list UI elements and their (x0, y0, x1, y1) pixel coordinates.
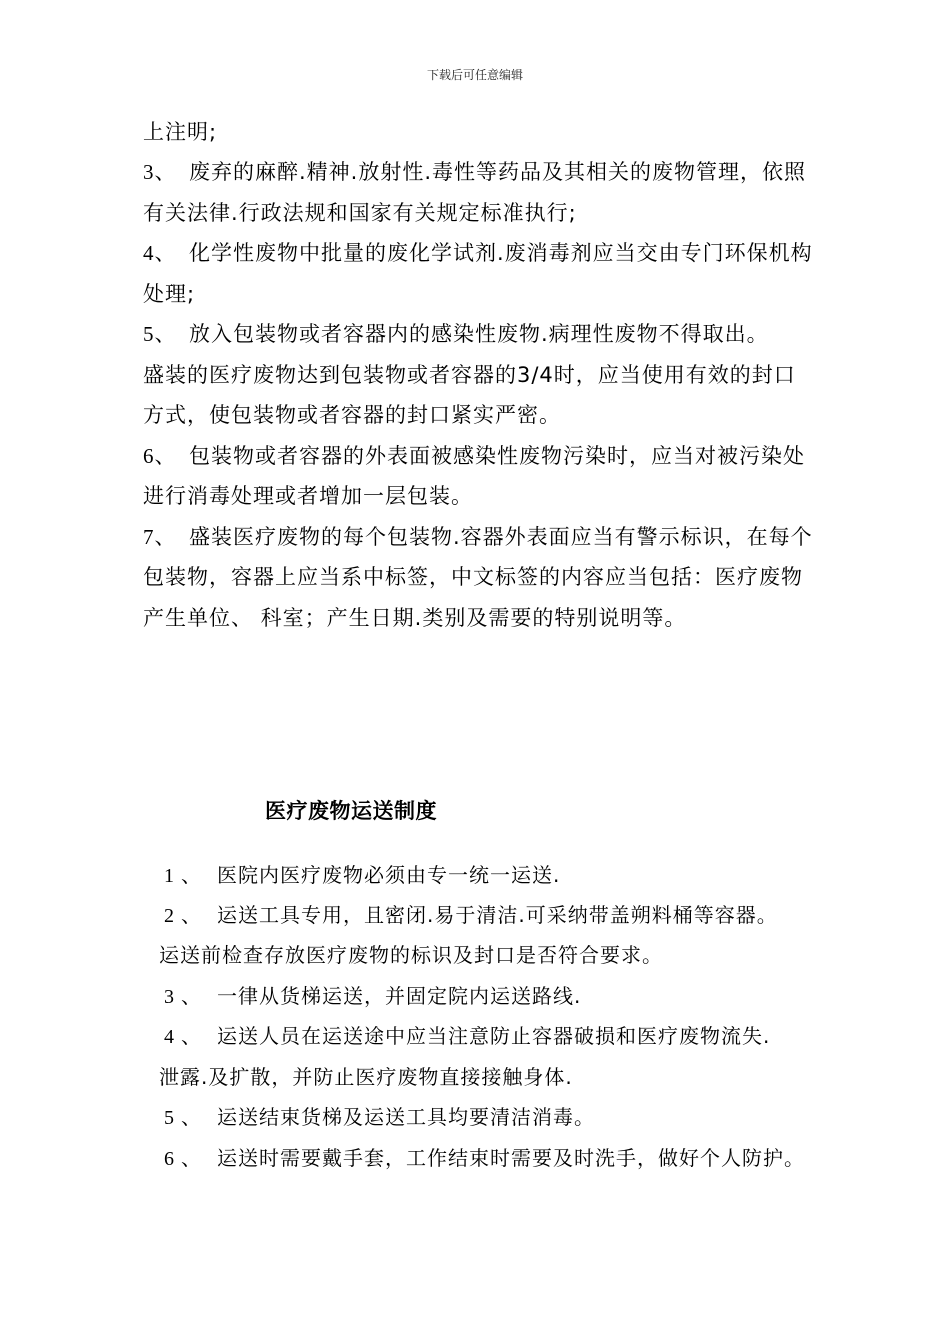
section-title: 医疗废物运送制度 (265, 799, 437, 823)
list-item (164, 1144, 805, 1173)
paragraph-line (143, 118, 217, 146)
paragraph-line (159, 1063, 573, 1091)
line-text: 盛装医疗废物的每个包装物.容器外表面应当有警示标识，在每个 (189, 525, 813, 549)
line-text: 上注明; (143, 120, 218, 144)
line-text: 运送前检查存放医疗废物的标识及封口是否符合要求。 (159, 943, 663, 967)
paragraph-line (143, 199, 577, 227)
list-item (164, 982, 581, 1011)
item-number: 6 、 (164, 1148, 202, 1170)
paragraph-line (143, 280, 195, 308)
item-number: 4 、 (164, 1026, 202, 1048)
line-text: 方式，使包装物或者容器的封口紧实严密。 (143, 403, 561, 427)
paragraph-line (143, 482, 473, 510)
item-number: 4、 (143, 241, 177, 265)
paragraph-line (143, 361, 796, 389)
list-item (164, 901, 778, 930)
line-text: 包装物或者容器的外表面被感染性废物污染时，应当对被污染处 (189, 444, 805, 468)
line-text: 有关法律.行政法规和国家有关规定标准执行; (143, 201, 577, 225)
line-text: 运送结束货梯及运送工具均要清洁消毒。 (217, 1105, 595, 1129)
item-number: 2 、 (164, 905, 202, 927)
paragraph-line (143, 401, 561, 429)
list-item (164, 861, 560, 890)
line-text: 化学性废物中批量的废化学试剂.废消毒剂应当交由专门环保机构 (189, 241, 813, 265)
line-text: 进行消毒处理或者增加一层包装。 (143, 484, 473, 508)
item-number: 5、 (143, 322, 177, 346)
paragraph-line (143, 604, 686, 632)
list-item (143, 158, 806, 186)
item-number: 3、 (143, 160, 177, 184)
paragraph-line (159, 941, 663, 969)
item-number: 5 、 (164, 1107, 202, 1129)
header-note: 下载后可任意编辑 (426, 68, 523, 82)
item-number: 7、 (143, 525, 177, 549)
line-text: 放入包装物或者容器内的感染性废物.病理性废物不得取出。 (189, 322, 769, 346)
item-number: 1 、 (164, 865, 202, 887)
list-item (143, 523, 813, 551)
item-number: 6、 (143, 444, 177, 468)
paragraph-line (143, 563, 803, 591)
list-item (164, 1022, 770, 1051)
line-text: 盛装的医疗废物达到包装物或者容器的3/4时，应当使用有效的封口 (143, 363, 796, 387)
list-item (143, 320, 769, 348)
line-text: 医院内医疗废物必须由专一统一运送. (217, 863, 561, 887)
line-text: 运送人员在运送途中应当注意防止容器破损和医疗废物流失. (217, 1024, 771, 1048)
line-text: 产生单位、 科室；产生日期.类别及需要的特别说明等。 (143, 606, 687, 630)
line-text: 泄露.及扩散，并防止医疗废物直接接触身体. (159, 1065, 573, 1089)
list-item (143, 239, 813, 267)
line-text: 废弃的麻醉.精神.放射性.毒性等药品及其相关的废物管理，依照 (189, 160, 807, 184)
list-item (143, 442, 805, 470)
line-text: 包装物，容器上应当系中标签，中文标签的内容应当包括：医疗废物 (143, 565, 803, 589)
item-number: 3 、 (164, 986, 202, 1008)
line-text: 处理; (143, 282, 196, 306)
list-item (164, 1103, 595, 1132)
line-text: 一律从货梯运送，并固定院内运送路线. (217, 984, 582, 1008)
line-text: 运送时需要戴手套，工作结束时需要及时洗手，做好个人防护。 (217, 1146, 805, 1170)
line-text: 运送工具专用，且密闭.易于清洁.可采纳带盖朔料桶等容器。 (217, 903, 778, 927)
